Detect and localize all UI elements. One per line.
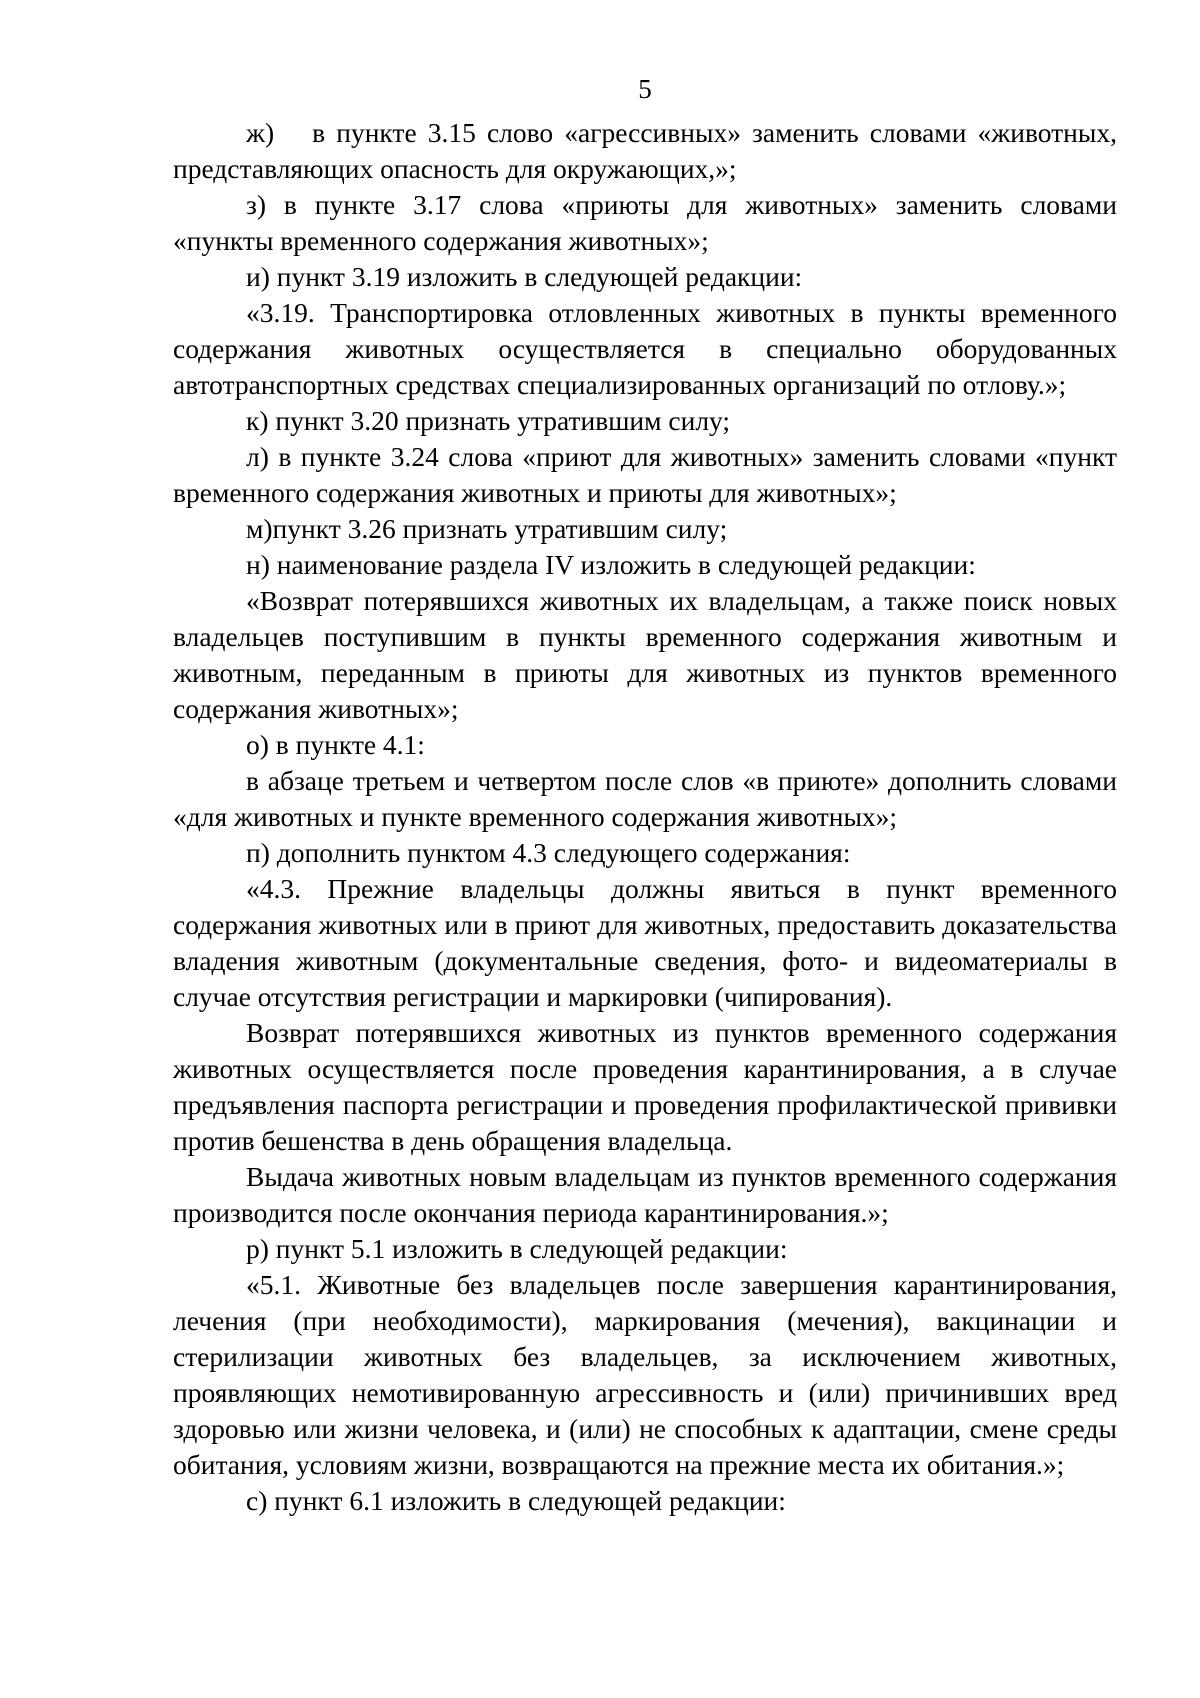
paragraph-l: л) в пункте 3.24 слова «приют для животных» заменить словами «пункт временного содержания животных и приюты для животных»; <box>173 441 1117 508</box>
paragraph-4-1-addition: в абзаце третьем и четвертом после слов «в приюте» дополнить словами «для животных и пункте временного содержания животных»; <box>173 765 1117 832</box>
paragraph-return-lost: Возврат потерявшихся животных из пунктов временного содержания животных осуществляется после проведения карантинирования, а в случае предъявления паспорта регистрации и проведения профилактической прививки против бешенства в день обращения владельца. <box>173 1017 1117 1156</box>
document-body <box>173 115 1117 1519</box>
paragraph-s: с) пункт 6.1 изложить в следующей редакции: <box>246 1485 786 1516</box>
paragraph-z: з) в пункте 3.17 слова «приюты для животных» заменить словами «пункты временного содержания животных»; <box>173 189 1117 256</box>
item-marker: ж) <box>246 117 275 148</box>
paragraph-3-19: «3.19. Транспортировка отловленных животных в пункты временного содержания животных осуществляется в специально оборудованных автотранспортных средствах специализированных организаций по отлову.»; <box>173 297 1117 400</box>
paragraph-zh <box>173 115 1117 187</box>
paragraph-k: к) пункт 3.20 признать утратившим силу; <box>246 405 731 436</box>
paragraph-r: р) пункт 5.1 изложить в следующей редакции: <box>246 1233 788 1264</box>
paragraph-text: в пункте 3.15 слово «агрессивных» заменить словами «животных, представляющих опасность для окружающих,»; <box>173 117 1117 184</box>
paragraph-4-3: «4.3. Прежние владельцы должны явиться в пункт временного содержания животных или в приют для животных, предоставить доказательства владения животным (документальные сведения, фото- и видеоматериалы в случае отсутствия регистрации и маркировки (чипирования). <box>173 873 1117 1012</box>
paragraph-issue-new-owners: Выдача животных новым владельцам из пунктов временного содержания производится после окончания периода карантинирования.»; <box>173 1161 1117 1228</box>
page-number: 5 <box>638 74 652 104</box>
paragraph-p: п) дополнить пунктом 4.3 следующего содержания: <box>246 837 851 868</box>
paragraph-5-1: «5.1. Животные без владельцев после завершения карантинирования, лечения (при необходимости), маркирования (мечения), вакцинации и стерилизации животных без владельцев, за исключением животных, проявляющих немотивированную агрессивность и (или) причинивших вред здоровью или жизни человека, и (или) не способных к адаптации, смене среды обитания, условиям жизни, возвращаются на прежние места их обитания.»; <box>173 1269 1117 1480</box>
paragraph-section-iv-title: «Возврат потерявшихся животных их владельцам, а также поиск новых владельцев поступившим в пункты временного содержания животным и животным, переданным в приюты для животных из пунктов временного содержания животных»; <box>173 585 1117 724</box>
paragraph-o: о) в пункте 4.1: <box>246 729 425 760</box>
paragraph-i: и) пункт 3.19 изложить в следующей редакции: <box>246 261 803 292</box>
paragraph-m: м)пункт 3.26 признать утратившим силу; <box>246 513 728 544</box>
paragraph-n: н) наименование раздела IV изложить в следующей редакции: <box>246 549 976 580</box>
